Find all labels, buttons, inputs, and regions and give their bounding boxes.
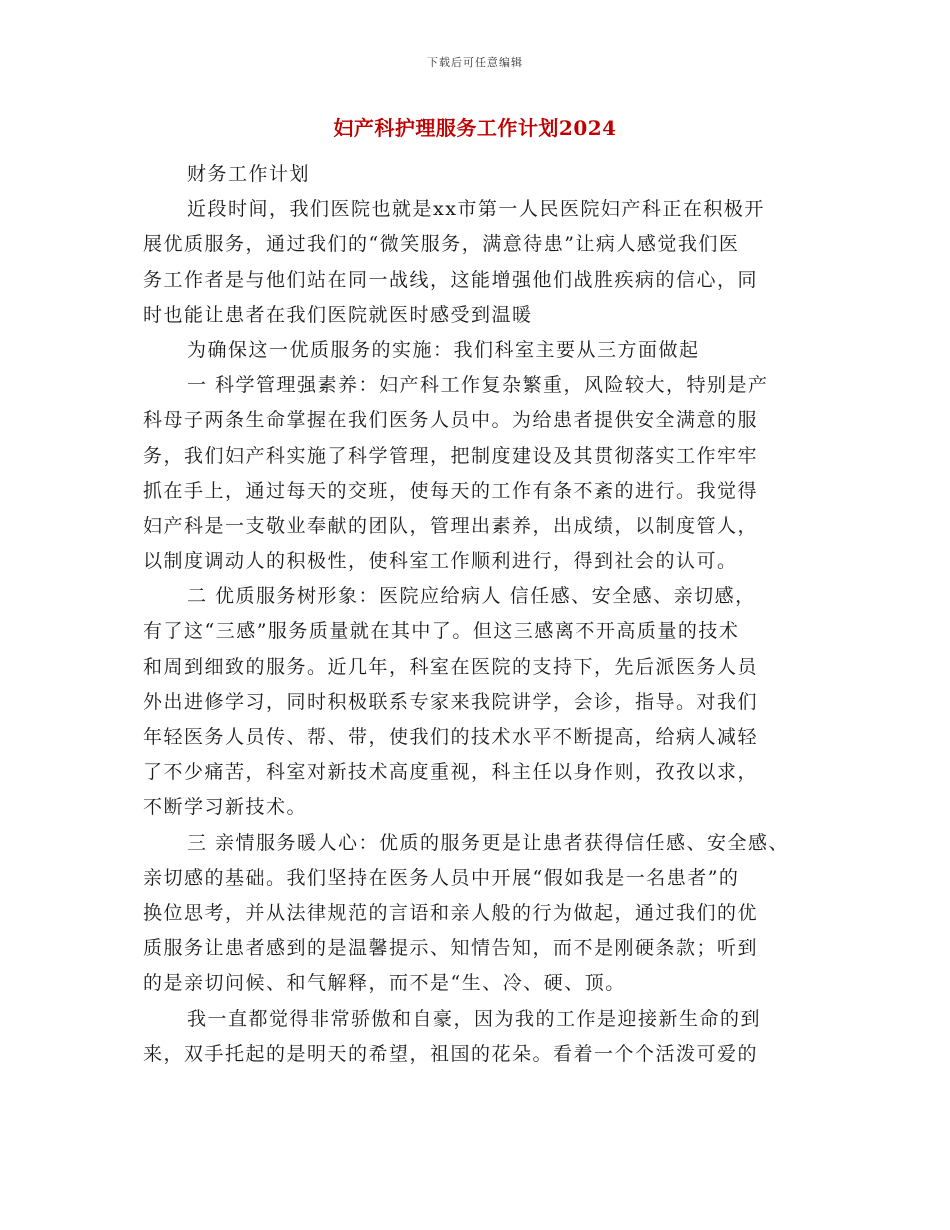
text-line: 换位思考，并从法律规范的言语和亲人般的行为做起，通过我们的优 — [143, 901, 759, 924]
text-line: 来，双手托起的是明天的希望，祖国的花朵。看着一个个活泼可爱的 — [143, 1042, 759, 1065]
text-line: 我一直都觉得非常骄傲和自豪，因为我的工作是迎接新生命的到 — [187, 1007, 762, 1030]
text-line: 时也能让患者在我们医院就医时感受到温暖 — [143, 303, 533, 326]
text-line: 务工作者是与他们站在同一战线，这能增强他们战胜疾病的信心，同 — [143, 268, 759, 291]
text-line: 务，我们妇产科实施了科学管理，把制度建设及其贯彻落实工作牢牢 — [143, 444, 759, 467]
text-line: 外出进修学习，同时积极联系专家来我院讲学，会诊，指导。对我们 — [143, 690, 759, 713]
text-line: 一 科学管理强素养：妇产科工作复杂繁重，风险较大，特别是产 — [187, 374, 769, 397]
text-line: 财务工作计划 — [187, 163, 311, 185]
text-line: 展优质服务，通过我们的“微笑服务，满意待患”让病人感觉我们医 — [143, 233, 740, 256]
text-line: 和周到细致的服务。近几年，科室在医院的支持下，先后派医务人员 — [143, 655, 759, 678]
text-line: 妇产科是一支敬业奉献的团队，管理出素养，出成绩，以制度管人， — [143, 514, 759, 537]
text-line: 科母子两条生命掌握在我们医务人员中。为给患者提供安全满意的服 — [143, 409, 759, 432]
text-line: 为确保这一优质服务的实施：我们科室主要从三方面做起 — [187, 338, 700, 361]
header-note: 下载后可任意编辑 — [427, 56, 523, 69]
text-line: 不断学习新技术。 — [143, 796, 308, 819]
text-line: 亲切感的基础。我们坚持在医务人员中开展“假如我是一名患者”的 — [143, 866, 740, 889]
document-title: 妇产科护理服务工作计划2024 — [333, 116, 617, 140]
text-line: 质服务让患者感到的是温馨提示、知情告知，而不是刚硬条款；听到 — [143, 937, 759, 960]
text-line: 近段时间，我们医院也就是xx市第一人民医院妇产科正在积极开 — [187, 198, 765, 221]
text-line: 有了这“三感”服务质量就在其中了。但这三感离不开高质量的技术 — [143, 620, 740, 643]
document-body — [143, 157, 833, 1072]
text-line: 三 亲情服务暖人心：优质的服务更是让患者获得信任感、安全感、 — [187, 831, 790, 854]
text-line: 了不少痛苦，科室对新技术高度重视，科主任以身作则，孜孜以求， — [143, 761, 759, 784]
text-line: 的是亲切问候、和气解释，而不是“生、冷、硬、顶。 — [143, 972, 626, 995]
text-line: 年轻医务人员传、帮、带，使我们的技术水平不断提高，给病人减轻 — [143, 726, 759, 748]
text-line: 抓在手上，通过每天的交班，使每天的工作有条不紊的进行。我觉得 — [143, 479, 759, 502]
text-line: 二 优质服务树形象：医院应给病人 信任感、安全感、亲切感， — [187, 585, 756, 608]
text-line: 以制度调动人的积极性，使科室工作顺利进行，得到社会的认可。 — [143, 550, 738, 573]
